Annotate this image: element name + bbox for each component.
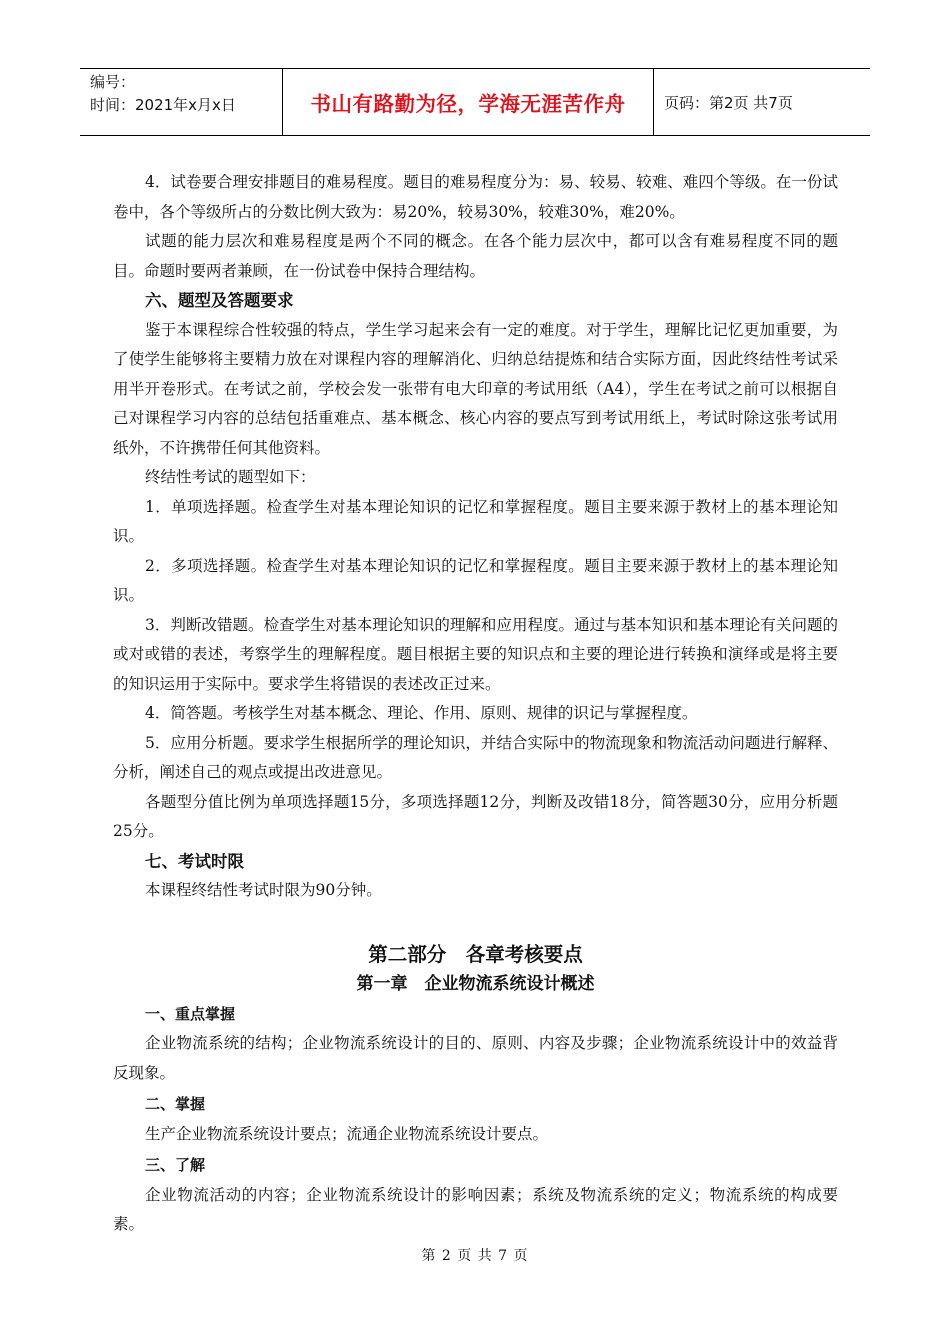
paragraph: 企业物流系统的结构；企业物流系统设计的目的、原则、内容及步骤；企业物流系统设计中的效益背反现象。 (113, 1034, 838, 1082)
subsection-heading: 三、了解 (145, 1156, 206, 1174)
subsection-heading: 二、掌握 (145, 1095, 206, 1113)
page-header (80, 68, 870, 136)
section-heading: 七、考试时限 (145, 851, 244, 871)
chapter-title: 第一章 企业物流系统设计概述 (356, 973, 595, 994)
paragraph: 终结性考试的题型如下： (145, 468, 316, 486)
paragraph: 试题的能力层次和难易程度是两个不同的概念。在各个能力层次中，都可以含有难易程度不同的题目。命题时要两者兼顾，在一份试卷中保持合理结构。 (113, 232, 838, 280)
header-left-cell (80, 69, 282, 135)
main-content (113, 168, 838, 1240)
paragraph: 各题型分值比例为单项选择题15分，多项选择题12分，判断及改错18分，简答题30分，应用分析题25分。 (113, 792, 838, 840)
list-item: 5．应用分析题。要求学生根据所学的理论知识，并结合实际中的物流现象和物流活动问题进行解释、分析，阐述自己的观点或提出改进意见。 (113, 733, 838, 781)
subsection-heading: 一、重点掌握 (145, 1004, 236, 1023)
list-item: 4．简答题。考核学生对基本概念、理论、作用、原则、规律的识记与掌握程度。 (145, 704, 698, 722)
paragraph: 鉴于本课程综合性较强的特点，学生学习起来会有一定的难度。对于学生，理解比记忆更加重要，为了使学生能够将主要精力放在对课程内容的理解消化、归纳总结提炼和结合实际方面，因此终结性考试采用半开卷形式。在考试之前，学校会发一张带有电大印章的考试用纸（A4），学生在考试之前可以根据自己对课程学习内容的总结包括重难点、基本概念、核心内容的要点写到考试用纸上，考试时除这张考试用纸外，不许携带任何其他资料。 (113, 320, 838, 457)
header-right-cell (654, 69, 870, 135)
part-title: 第二部分 各章考核要点 (368, 942, 583, 966)
paragraph: 生产企业物流系统设计要点；流通企业物流系统设计要点。 (145, 1124, 549, 1143)
number-label: 编号： (90, 73, 136, 91)
paragraph: 企业物流活动的内容；企业物流系统设计的影响因素；系统及物流系统的定义；物流系统的构成要素。 (113, 1185, 838, 1233)
page-footer: 第 2 页 共 7 页 (421, 1248, 529, 1264)
paragraph: 本课程终结性考试时限为90分钟。 (145, 881, 382, 899)
section-heading: 六、题型及答题要求 (145, 291, 294, 310)
page-label: 页码：第2页 共7页 (664, 93, 793, 112)
header-motto-cell (282, 69, 654, 135)
list-item: 1．单项选择题。检查学生对基本理论知识的记忆和掌握程度。题目主要来源于教材上的基本理论知识。 (113, 497, 838, 545)
date-label: 时间：2021年x月x日 (90, 96, 236, 114)
list-item: 3．判断改错题。检查学生对基本理论知识的理解和应用程度。通过与基本知识和基本理论有关问题的或对或错的表述，考察学生的理解程度。题目根据主要的知识点和主要的理论进行转换和演绎或是将主要的知识运用于实际中。要求学生将错误的表述改正过来。 (113, 615, 838, 693)
list-item: 2．多项选择题。检查学生对基本理论知识的记忆和掌握程度。题目主要来源于教材上的基本理论知识。 (113, 556, 838, 604)
header-motto: 书山有路勤为径，学海无涯苦作舟 (310, 92, 626, 116)
paragraph: 4．试卷要合理安排题目的难易程度。题目的难易程度分为：易、较易、较难、难四个等级。在一份试卷中，各个等级所占的分数比例大致为：易20%，较易30%，较难30%，难20%。 (113, 173, 838, 221)
